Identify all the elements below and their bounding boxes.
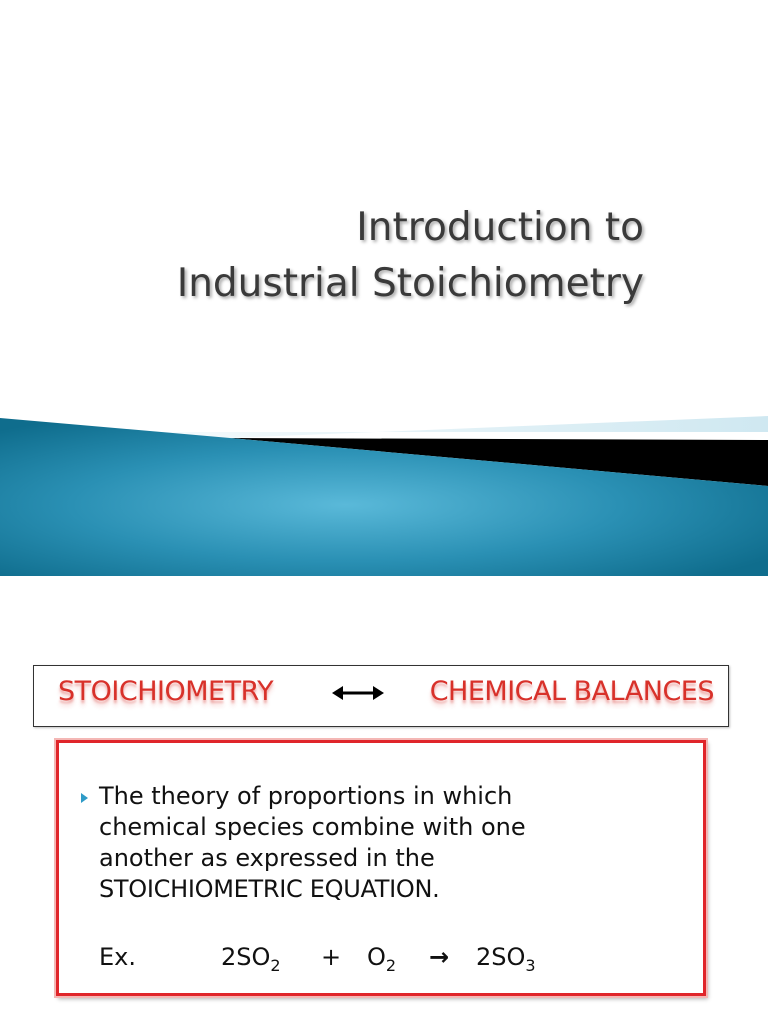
plus-sign: + — [321, 943, 342, 971]
reactant-1-subscript: 2 — [270, 956, 281, 975]
product — [476, 943, 536, 975]
slide-title — [177, 200, 644, 312]
definition-line-2: chemical species combine with one — [99, 813, 526, 841]
definition-line-1: The theory of proportions in which — [99, 782, 513, 810]
reactant-2 — [367, 943, 396, 975]
bullet-arrow-icon — [81, 793, 88, 803]
header-box — [33, 665, 729, 727]
definition-slide — [0, 600, 768, 1024]
reactant-1-formula: 2SO — [221, 943, 271, 971]
double-arrow-icon — [332, 684, 384, 702]
header-left-term: STOICHIOMETRY — [58, 676, 274, 707]
definition-text — [99, 781, 689, 905]
title-line-2: Industrial Stoichiometry — [176, 261, 644, 306]
definition-term: STOICHIOMETRIC EQUATION. — [99, 875, 440, 903]
header-right-term: CHEMICAL BALANCES — [429, 676, 714, 707]
definition-line-3: another as expressed in the — [99, 844, 435, 872]
title-line-1: Introduction to — [356, 205, 644, 250]
product-subscript: 3 — [525, 956, 536, 975]
example-label: Ex. — [99, 943, 136, 971]
reaction-arrow-icon: → — [429, 943, 450, 971]
reactant-2-subscript: 2 — [385, 956, 397, 975]
reactant-2-formula: O — [367, 943, 386, 971]
product-formula: 2SO — [476, 943, 526, 971]
reactant-1 — [221, 943, 281, 975]
definition-box — [56, 740, 706, 996]
example-equation — [99, 943, 699, 977]
decorative-banner — [0, 410, 768, 576]
